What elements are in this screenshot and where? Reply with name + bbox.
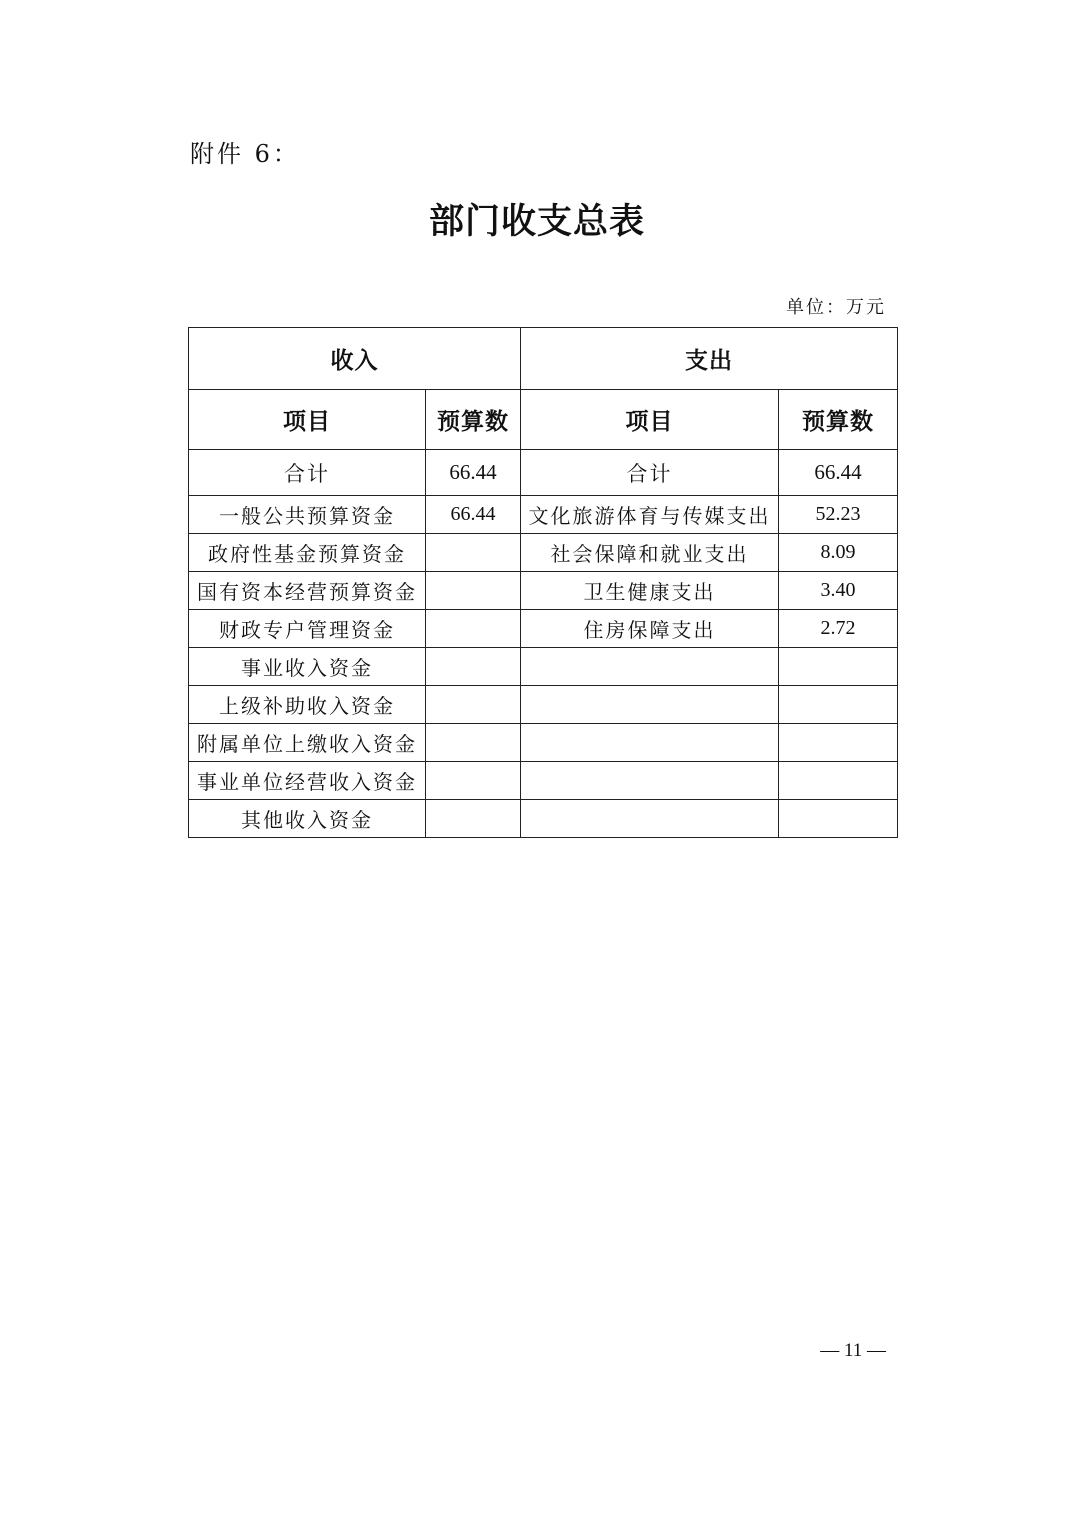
table-row [189,572,898,610]
expense-item-cell: 卫生健康支出 [521,572,779,610]
expense-item-cell: 住房保障支出 [521,610,779,648]
income-item-cell: 合计 [189,450,426,496]
expense-value-cell [779,762,898,800]
income-item-cell: 上级补助收入资金 [189,686,426,724]
expense-item-cell [521,648,779,686]
table-row [189,762,898,800]
income-budget-header: 预算数 [426,390,521,450]
expense-item-cell [521,800,779,838]
expense-item-cell [521,724,779,762]
income-item-cell: 附属单位上缴收入资金 [189,724,426,762]
expense-item-cell: 文化旅游体育与传媒支出 [521,496,779,534]
expense-item-cell: 社会保障和就业支出 [521,534,779,572]
expense-value-cell: 8.09 [779,534,898,572]
income-value-cell [426,724,521,762]
income-value-cell [426,648,521,686]
income-value-cell [426,762,521,800]
budget-summary-table [188,327,898,838]
table-row [189,648,898,686]
attachment-label: 附件 6： [190,140,300,168]
table-row [189,724,898,762]
income-value-cell: 66.44 [426,496,521,534]
income-item-cell: 事业收入资金 [189,648,426,686]
income-item-cell: 其他收入资金 [189,800,426,838]
income-value-cell [426,686,521,724]
expense-value-cell: 3.40 [779,572,898,610]
expense-budget-header: 预算数 [779,390,898,450]
expense-value-cell [779,686,898,724]
page-number: — 11 — [820,1340,886,1361]
expense-item-cell: 合计 [521,450,779,496]
table-row-total [189,450,898,496]
table-row [189,686,898,724]
table-column-header-row [189,390,898,450]
income-item-cell: 事业单位经营收入资金 [189,762,426,800]
income-value-cell [426,534,521,572]
expense-item-cell [521,762,779,800]
table-row [189,610,898,648]
page-title: 部门收支总表 [428,201,645,242]
income-item-header: 项目 [189,390,426,450]
expense-value-cell [779,800,898,838]
income-item-cell: 国有资本经营预算资金 [189,572,426,610]
expense-value-cell [779,724,898,762]
expense-group-header: 支出 [521,328,898,390]
unit-label: 单位：万元 [786,297,886,318]
expense-value-cell: 2.72 [779,610,898,648]
income-item-cell: 财政专户管理资金 [189,610,426,648]
expense-value-cell [779,648,898,686]
table-row [189,534,898,572]
expense-item-header: 项目 [521,390,779,450]
income-group-header: 收入 [189,328,521,390]
income-item-cell: 一般公共预算资金 [189,496,426,534]
income-item-cell: 政府性基金预算资金 [189,534,426,572]
income-value-cell [426,800,521,838]
expense-item-cell [521,686,779,724]
expense-value-cell: 52.23 [779,496,898,534]
table-row [189,496,898,534]
table-group-header-row [189,328,898,390]
expense-value-cell: 66.44 [779,450,898,496]
income-value-cell [426,572,521,610]
income-value-cell: 66.44 [426,450,521,496]
table-row [189,800,898,838]
income-value-cell [426,610,521,648]
